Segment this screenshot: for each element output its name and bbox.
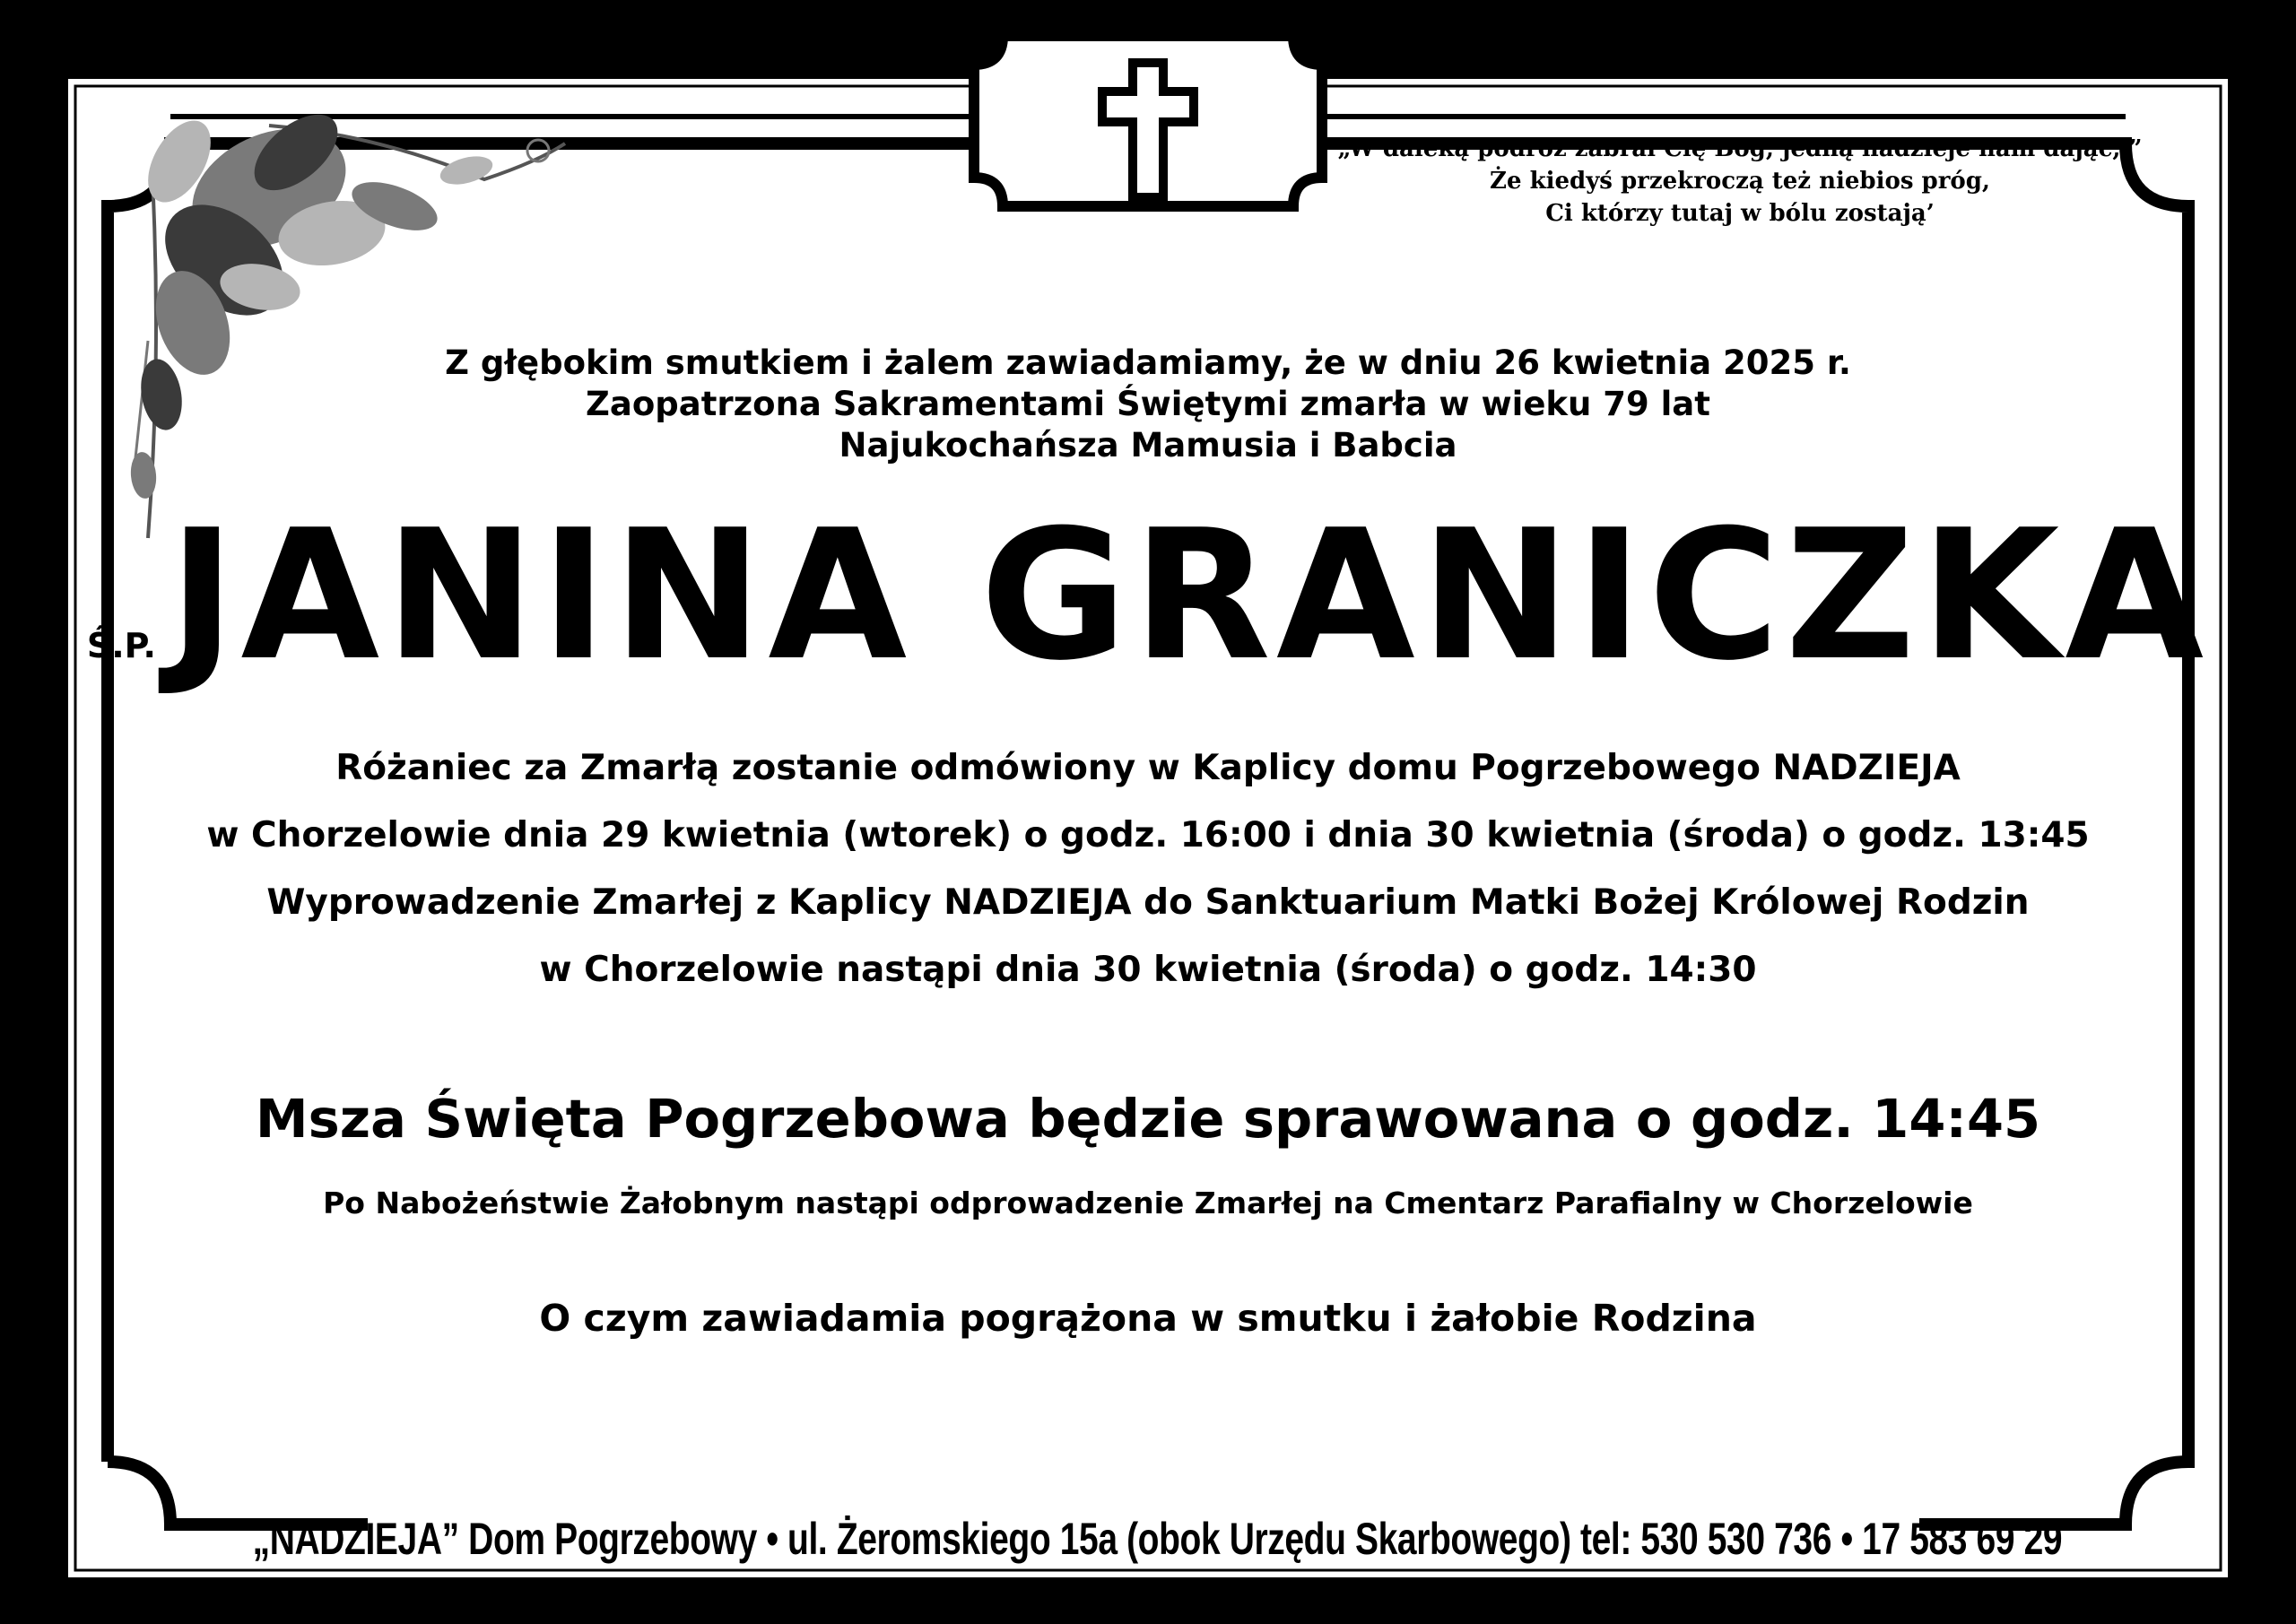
mass-announcement: Msza Święta Pogrzebowa będzie sprawowana o godz. 14:45 — [255, 1088, 2041, 1150]
poem-line-1: „W daleką podróż zabrał Cię Bóg, jedną nadzieje nam dając, ” — [1337, 135, 2143, 162]
intro-line-1: Z głębokim smutkiem i żalem zawiadamiamy, że w dniu 26 kwietnia 2025 r. — [445, 343, 1851, 382]
intro-line-2: Zaopatrzona Sakramentami Świętymi zmarła w wieku 79 lat — [586, 385, 1710, 423]
deceased-prefix: Ś.P. — [86, 626, 156, 665]
funeral-home-footer: „NADZIEJA” Dom Pogrzebowy • ul. Żeromskiego 15a (obok Urzędu Skarbowego) tel: 530 530 736 • 17 583 69 29 — [252, 1514, 2063, 1564]
deceased-name: JANINA GRANICZKA — [169, 491, 2210, 700]
poem-line-2: Że kiedyś przekroczą też niebios próg, — [1490, 168, 1990, 195]
family-signature: O czym zawiadamia pogrążona w smutku i żałobie Rodzina — [539, 1297, 1757, 1340]
intro-line-3: Najukochańsza Mamusia i Babcia — [839, 426, 1457, 465]
ceremony-line-1: Różaniec za Zmarłą zostanie odmówiony w Kaplicy domu Pogrzebowego NADZIEJA — [335, 748, 1961, 788]
ceremony-line-4: w Chorzelowie nastąpi dnia 30 kwietnia (środa) o godz. 14:30 — [539, 950, 1757, 990]
poem-line-3: Ci którzy tutaj w bólu zostają’ — [1545, 200, 1935, 227]
after-service-note: Po Nabożeństwie Żałobnym nastąpi odprowadzenie Zmarłej na Cmentarz Parafialny w Chorzelowie — [323, 1185, 1973, 1220]
ceremony-line-2: w Chorzelowie dnia 29 kwietnia (wtorek) o godz. 16:00 i dnia 30 kwietnia (środa) o godz. 13:45 — [206, 815, 2090, 855]
ceremony-line-3: Wyprowadzenie Zmarłej z Kaplicy NADZIEJA do Sanktuarium Matki Bożej Królowej Rodzin — [266, 882, 2030, 923]
deceased-name-row — [0, 491, 2296, 700]
